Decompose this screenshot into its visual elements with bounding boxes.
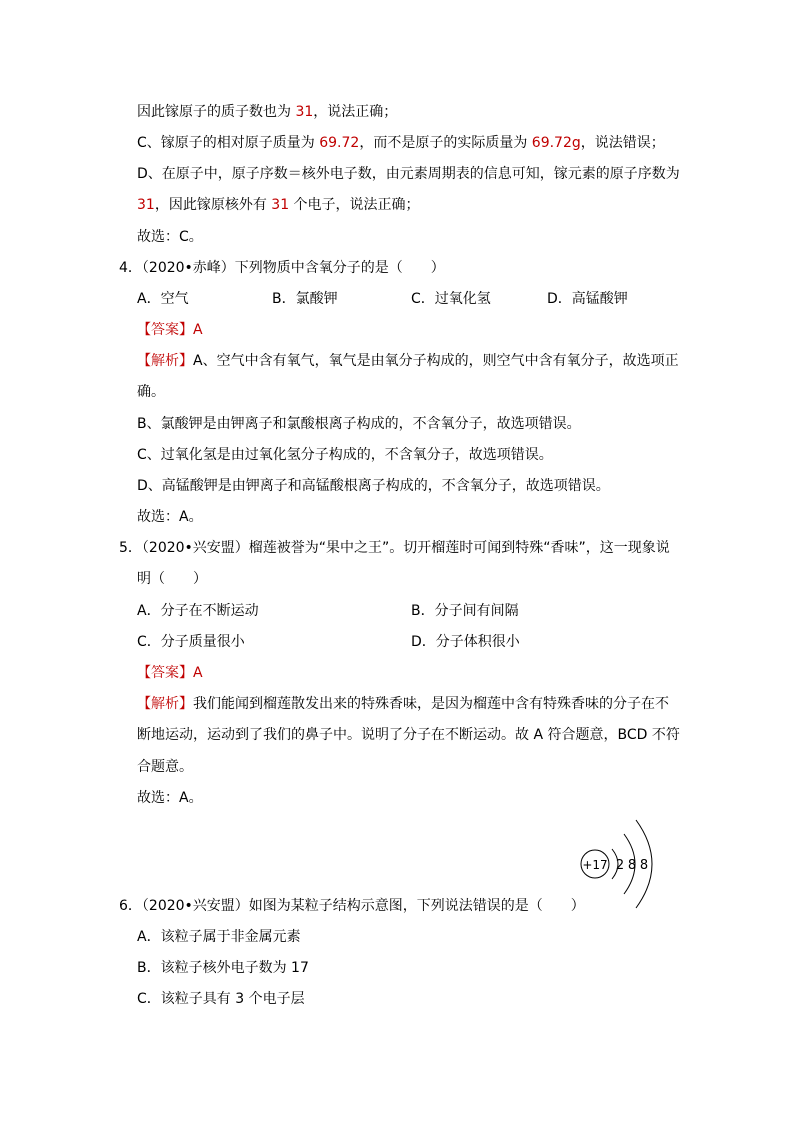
q5-option-a: A．分子在不断运动 (137, 603, 259, 619)
q4-analysis-d: D、高锰酸钾是由钾离子和高锰酸根离子构成的，不含氧分子，故选项错误。 (137, 478, 610, 494)
shell-1-electrons: 2 (615, 858, 625, 873)
q5-option-b: B．分子间有间隔 (411, 603, 519, 619)
text: C、镓原子的相对原子质量为 (137, 135, 320, 151)
text: ，说法错误； (580, 135, 665, 151)
q3-line-1 (137, 102, 397, 122)
analysis-tag: 【解析】 (137, 353, 193, 369)
answer-tag: 【答案】 (137, 322, 193, 338)
shell-2-electrons: 8 (627, 858, 637, 873)
q4-analysis-c: C、过氧化氢是由过氧化氢分子构成的，不含氧分子，故选项错误。 (137, 447, 553, 463)
q6-option-a: A．该粒子属于非金属元素 (137, 929, 301, 945)
answer-value: A (193, 322, 203, 338)
number: 31 (295, 104, 314, 120)
shell-3-electrons: 8 (639, 858, 649, 873)
q5-option-d: D．分子体积很小 (411, 634, 520, 650)
answer-tag: 【答案】 (137, 665, 193, 681)
q3-line-4 (137, 195, 420, 215)
text: A、空气中含有氧气，氧气是由氧分子构成的，则空气中含有氧分子，故选项正 (193, 353, 679, 369)
number: 31 (137, 197, 155, 213)
q6-option-b: B．该粒子核外电子数为 17 (137, 960, 309, 976)
answer-value: A (193, 665, 203, 681)
q5-stem-line-1: 5．（2020•兴安盟）榴莲被誉为“果中之王”。切开榴莲时可闻到特殊“香味”，这一现象说 (119, 540, 670, 556)
q5-stem-line-2: 明（ ） (137, 571, 207, 587)
analysis-tag: 【解析】 (137, 696, 193, 712)
q4-option-c: C．过氧化氢 (411, 291, 491, 307)
q3-line-2 (137, 133, 665, 153)
q5-choice: 故选：A。 (137, 790, 203, 806)
text: ，说法正确； (313, 104, 398, 120)
q6-stem: 6．（2020•兴安盟）如图为某粒子结构示意图，下列说法错误的是（ ） (119, 898, 585, 914)
number: 31 (271, 197, 290, 213)
number: 69.72 (319, 135, 360, 151)
q4-analysis-b: B、氯酸钾是由钾离子和氯酸根离子构成的，不含氧分子，故选项错误。 (137, 416, 581, 432)
q5-analysis-line-2: 断地运动，运动到了我们的鼻子中。说明了分子在不断运动。故 A 符合题意，BCD 不符 (137, 727, 680, 743)
text: 因此镓原子的质子数也为 (137, 104, 296, 120)
nucleus-label: +17 (582, 858, 608, 872)
q5-answer (137, 663, 203, 683)
text: ，因此镓原核外有 (154, 197, 272, 213)
text: 个电子，说法正确； (289, 197, 420, 213)
q4-answer (137, 320, 203, 340)
q3-choice: 故选：C。 (137, 229, 203, 245)
text: 我们能闻到榴莲散发出来的特殊香味，是因为榴莲中含有特殊香味的分子在不 (193, 696, 669, 712)
q4-option-b: B．氯酸钾 (272, 291, 338, 307)
q5-analysis-line-1 (137, 694, 669, 714)
text: ，而不是原子的实际质量为 (359, 135, 532, 151)
q4-option-a: A．空气 (137, 291, 189, 307)
q5-option-c: C．分子质量很小 (137, 634, 245, 650)
q3-line-3: D、在原子中，原子序数＝核外电子数，由元素周期表的信息可知，镓元素的原子序数为 (137, 166, 680, 182)
number: 69.72g (531, 135, 581, 151)
q4-analysis-line-2: 确。 (137, 384, 165, 400)
atom-structure-diagram (576, 816, 686, 912)
q5-analysis-line-3: 合题意。 (137, 759, 193, 775)
q6-option-c: C．该粒子具有 3 个电子层 (137, 991, 305, 1007)
q4-option-d: D．高锰酸钾 (547, 291, 628, 307)
q4-stem: 4．（2020•赤峰）下列物质中含氧分子的是（ ） (119, 260, 445, 276)
q4-choice: 故选：A。 (137, 509, 203, 525)
q4-analysis-line-1 (137, 351, 679, 371)
